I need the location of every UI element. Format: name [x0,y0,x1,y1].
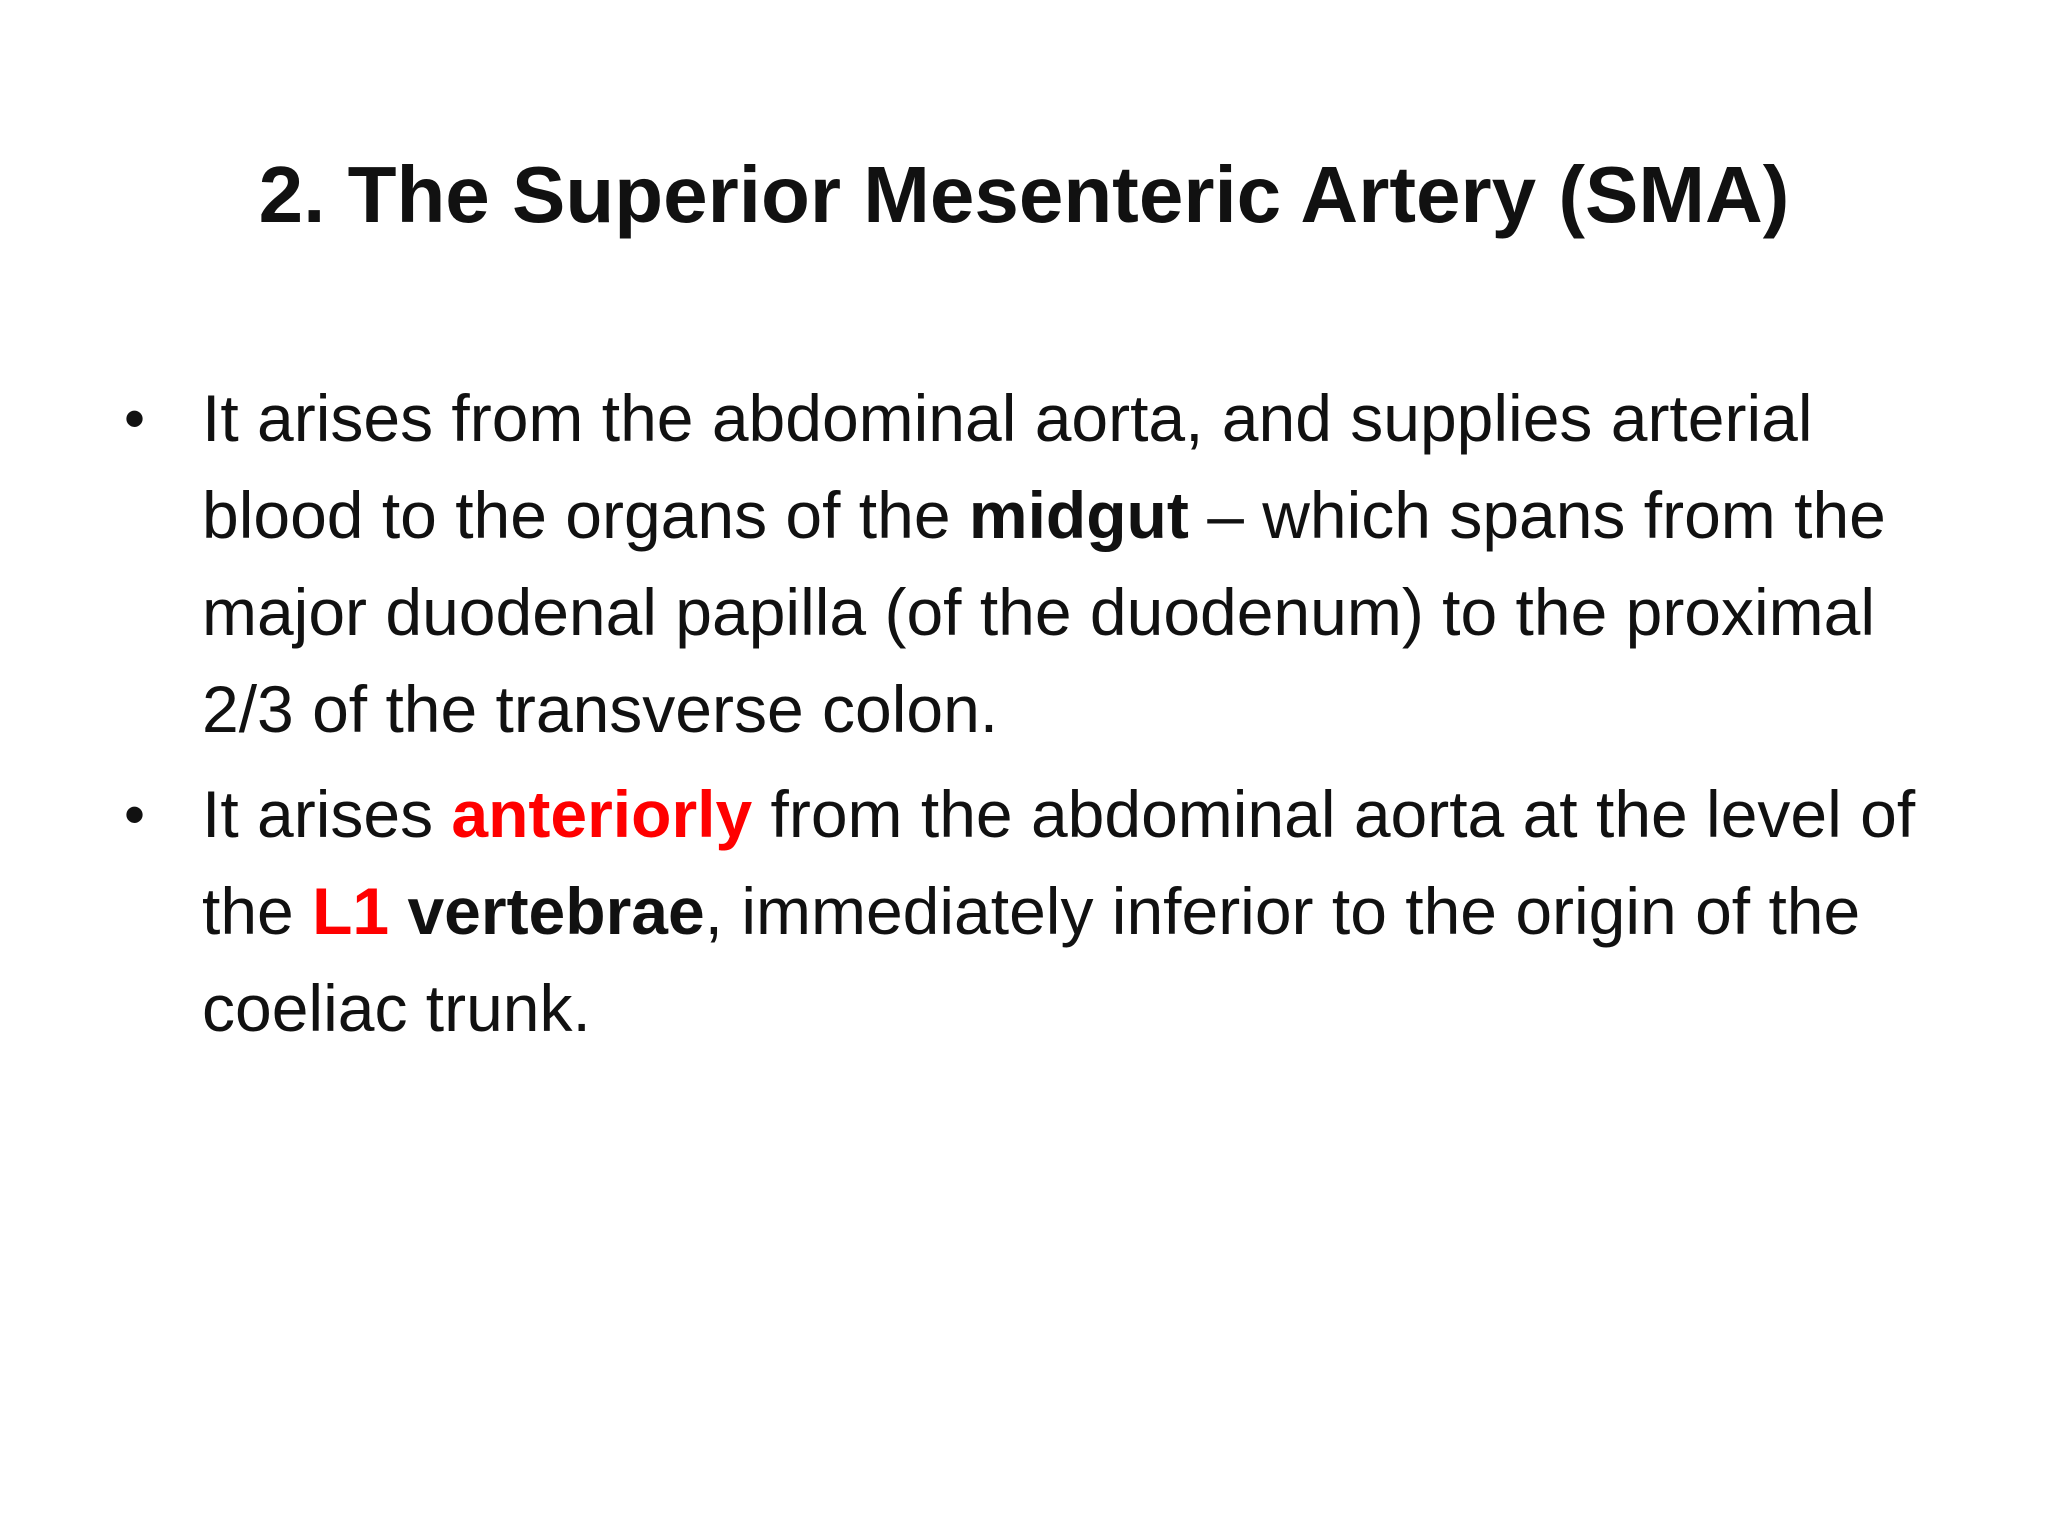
bullet-item-1 [118,370,1948,758]
bullet-dot-icon: • [124,385,146,452]
bullet-2-space [389,874,407,948]
bullet-2-text-a: It arises [202,777,452,851]
midgut-term: midgut [968,478,1189,552]
bullet-list [118,370,1948,1065]
bullet-2-text-b: from the abdominal aorta at the level of the [202,777,1916,948]
vertebrae-term: vertebrae [407,874,705,948]
bullet-2-text-c: , immediately inferior to the origin of the coeliac trunk. [202,874,1861,1045]
anteriorly-term: anteriorly [451,777,753,851]
bullet-1-text-b: – which spans from the major duodenal papilla (of the duodenum) to the proximal 2/3 of the transverse colon. [202,478,1886,746]
slide-title: 2. The Superior Mesenteric Artery (SMA) [258,150,1790,239]
bullet-1-text-a: It arises from the abdominal aorta, and supplies arterial blood to the organs of the [202,381,1813,552]
bullet-item-2 [118,766,1948,1057]
bullet-dot-icon: • [124,781,146,848]
l1-term: L1 [312,874,390,948]
